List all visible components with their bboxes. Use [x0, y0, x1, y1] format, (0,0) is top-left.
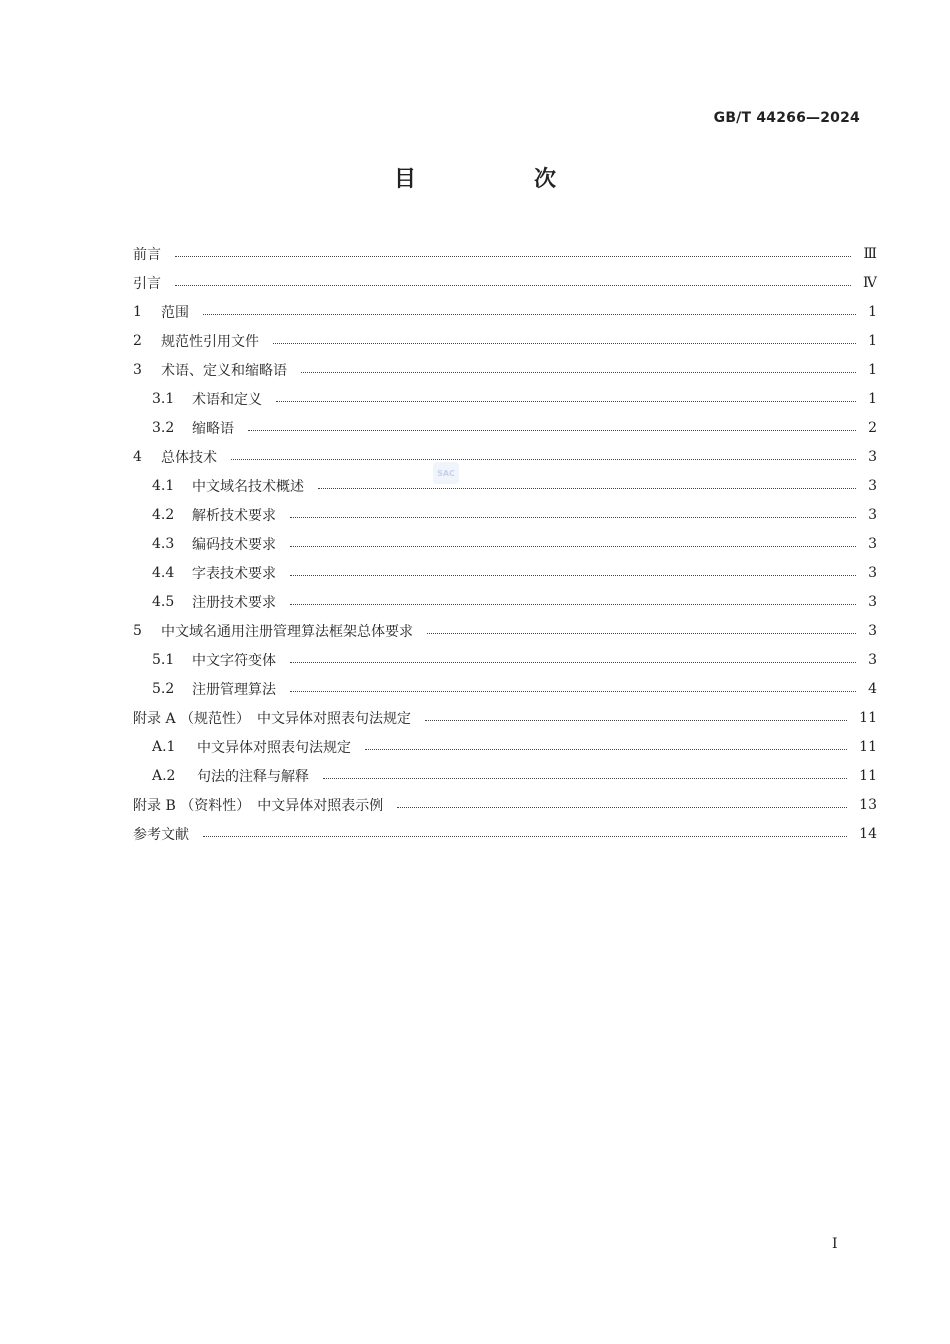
toc-entry-label	[133, 708, 411, 728]
toc-entry[interactable]	[133, 704, 877, 732]
toc-entry[interactable]	[133, 327, 877, 355]
toc-entry-title: 编码技术要求	[192, 537, 276, 553]
toc-entry-label	[133, 244, 161, 264]
toc-entry-label	[152, 563, 276, 583]
toc-entry-page: 11	[859, 768, 877, 784]
toc-entry-number: 4.3	[152, 536, 175, 552]
toc-leader-dots	[290, 603, 856, 605]
toc-entry-title: 规范性引用文件	[161, 334, 259, 350]
toc-leader-dots	[231, 458, 856, 460]
toc-entry-page: 11	[859, 739, 877, 755]
toc-leader-dots	[203, 313, 856, 315]
toc-entry[interactable]	[152, 472, 877, 500]
toc-entry[interactable]	[133, 820, 877, 848]
toc-leader-dots	[290, 545, 856, 547]
toc-entry-label	[133, 447, 217, 467]
toc-entry[interactable]	[133, 269, 877, 297]
toc-entry-label	[152, 650, 276, 670]
toc-entry-number: 4.1	[152, 478, 175, 494]
toc-entry[interactable]	[152, 675, 877, 703]
toc-entry-label	[133, 273, 161, 293]
toc-entry[interactable]	[152, 501, 877, 529]
toc-entry[interactable]	[152, 588, 877, 616]
toc-entry-title: 字表技术要求	[192, 566, 276, 582]
toc-entry-page: 11	[859, 710, 877, 726]
toc-leader-dots	[248, 429, 856, 431]
toc-entry-page: Ⅳ	[863, 275, 877, 291]
toc-entry-label	[152, 389, 262, 409]
toc-entry-title: 缩略语	[192, 421, 234, 437]
toc-leader-dots	[273, 342, 856, 344]
toc-entry-title: 中文字符变体	[192, 653, 276, 669]
toc-entry-page: 3	[868, 507, 877, 523]
toc-leader-dots	[175, 284, 851, 286]
toc-leader-dots	[397, 806, 847, 808]
toc-entry-title: 术语和定义	[192, 392, 262, 408]
standard-code: GB/T 44266—2024	[713, 110, 860, 126]
toc-leader-dots	[365, 748, 847, 750]
toc-entry-number: 4.2	[152, 507, 175, 523]
toc-entry-page: 3	[868, 536, 877, 552]
toc-entry-page: 1	[868, 333, 877, 349]
toc-entry[interactable]	[133, 617, 877, 645]
toc-entry-page: 3	[868, 478, 877, 494]
toc-entry-label	[133, 360, 287, 380]
toc-entry-title: 句法的注释与解释	[197, 769, 309, 785]
toc-entry-title: 前言	[133, 247, 161, 263]
toc-entry-label	[133, 824, 189, 844]
toc-leader-dots	[301, 371, 856, 373]
toc-entry[interactable]	[133, 443, 877, 471]
toc-entry[interactable]	[133, 791, 877, 819]
toc-entry-page: Ⅲ	[863, 246, 877, 262]
toc-entry[interactable]	[133, 298, 877, 326]
toc-entry-number: 1	[133, 304, 142, 320]
toc-leader-dots	[427, 632, 856, 634]
toc-entry-label	[152, 476, 304, 496]
toc-entry-page: 3	[868, 623, 877, 639]
toc-entry-page: 1	[868, 391, 877, 407]
toc-entry[interactable]	[152, 530, 877, 558]
toc-entry-label	[133, 302, 189, 322]
toc-entry-number: 4.5	[152, 594, 175, 610]
toc-leader-dots	[290, 690, 856, 692]
toc-entry-title: 引言	[133, 276, 161, 292]
toc-entry-title: 术语、定义和缩略语	[161, 363, 287, 379]
toc-entry-label	[152, 534, 276, 554]
toc-entry-number: A.1	[152, 739, 176, 755]
toc-entry-page: 3	[868, 594, 877, 610]
toc-entry-title: 注册技术要求	[192, 595, 276, 611]
toc-entry-page: 14	[859, 826, 877, 842]
toc-entry-title: 中文域名通用注册管理算法框架总体要求	[161, 624, 413, 640]
toc-entry-number: 5.1	[152, 652, 175, 668]
toc-entry-page: 1	[868, 304, 877, 320]
toc-entry[interactable]	[133, 240, 877, 268]
toc-entry-title: 中文域名技术概述	[192, 479, 304, 495]
toc-leader-dots	[203, 835, 847, 837]
toc-entry[interactable]	[152, 385, 877, 413]
toc-entry-label	[152, 679, 276, 699]
toc-entry-title: 附录 A （规范性） 中文异体对照表句法规定	[133, 711, 412, 727]
toc-entry-number: 4.4	[152, 565, 175, 581]
toc-leader-dots	[425, 719, 847, 721]
toc-entry-title: 解析技术要求	[192, 508, 276, 524]
toc-entry-label	[152, 418, 234, 438]
toc-leader-dots	[290, 574, 856, 576]
toc-entry-title: 总体技术	[161, 450, 217, 466]
toc-entry[interactable]	[133, 356, 877, 384]
toc-entry-label	[152, 592, 276, 612]
toc-entry-label	[133, 795, 383, 815]
toc-entry[interactable]	[152, 762, 877, 790]
sac-watermark: SAC	[433, 462, 459, 484]
toc-entry-label	[133, 621, 413, 641]
toc-entry-title: 参考文献	[133, 827, 189, 843]
toc-entry[interactable]	[152, 414, 877, 442]
toc-entry-title: 附录 B （资料性） 中文异体对照表示例	[133, 798, 384, 814]
toc-entry[interactable]	[152, 646, 877, 674]
toc-entry-page: 3	[868, 652, 877, 668]
toc-entry-number: 4	[133, 449, 142, 465]
toc-leader-dots	[276, 400, 856, 402]
toc-entry-label	[152, 737, 351, 757]
toc-entry[interactable]	[152, 733, 877, 761]
toc-entry-page: 3	[868, 565, 877, 581]
toc-leader-dots	[318, 487, 856, 489]
toc-entry-number: 3	[133, 362, 142, 378]
toc-entry-label	[152, 505, 276, 525]
toc-entry[interactable]	[152, 559, 877, 587]
toc-entry-title: 注册管理算法	[192, 682, 276, 698]
toc-entry-page: 3	[868, 449, 877, 465]
toc-entry-number: 3.2	[152, 420, 175, 436]
toc-entry-number: 5	[133, 623, 142, 639]
toc-leader-dots	[175, 255, 851, 257]
toc-entry-page: 4	[868, 681, 877, 697]
toc-leader-dots	[323, 777, 847, 779]
toc-entry-number: 3.1	[152, 391, 175, 407]
toc-entry-page: 1	[868, 362, 877, 378]
toc-entry-number: A.2	[152, 768, 176, 784]
toc-leader-dots	[290, 516, 856, 518]
toc-entry-number: 5.2	[152, 681, 175, 697]
toc-entry-label	[152, 766, 309, 786]
toc-entry-title: 中文异体对照表句法规定	[197, 740, 351, 756]
toc-leader-dots	[290, 661, 856, 663]
toc-entry-page: 13	[859, 797, 877, 813]
toc-entry-number: 2	[133, 333, 142, 349]
toc-entry-page: 2	[868, 420, 877, 436]
page-title: 目 次	[393, 167, 604, 192]
toc-entry-label	[133, 331, 259, 351]
page-number: Ⅰ	[832, 1236, 838, 1252]
toc-entry-title: 范围	[161, 305, 189, 321]
